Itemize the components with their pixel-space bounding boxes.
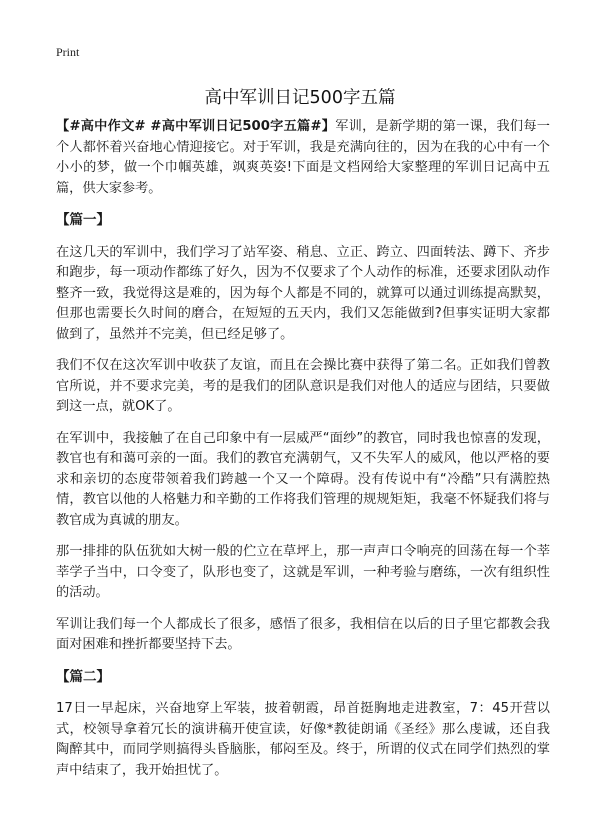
section-heading-1: 【篇一】 — [56, 212, 110, 228]
article-body — [56, 117, 550, 792]
page-title: 高中军训日记500字五篇 — [204, 88, 396, 108]
intro-tag: 【#高中作文# #高中军训日记500字五篇#】 — [56, 119, 336, 134]
section-1-paragraph-5: 军训让我们每一个人都成长了很多，感悟了很多，我相信在以后的日子里它都教会我面对困难和挫折都要坚持下去。 — [56, 616, 550, 652]
intro-paragraph — [56, 117, 550, 199]
section-2-paragraph-1: 17日一早起床，兴奋地穿上军装，披着朝霞，昂首挺胸地走进教室，7：45开营以式，校领导拿着冗长的演讲稿开使宣读，好像*教徒朗诵《圣经》那么虔诚，还自我陶醉其中，而同学则搞得头昏脑胀，郁闷至及。终于，所谓的仪式在同学们热烈的掌声中结束了，我开始担忧了。 — [56, 701, 550, 778]
section-heading-2: 【篇二】 — [56, 668, 110, 685]
section-1-paragraph-2: 我们不仅在这次军训中收获了友谊，而且在会操比赛中获得了第二名。正如我们曾教官所说，并不要求完美，考的是我们的团队意识是我们对他人的适应与团结，只要做到这一点，就OK了。 — [56, 358, 550, 414]
section-1-paragraph-3: 在军训中，我接触了在自己印象中有一层威严“面纱”的教官，同时我也惊喜的发现，教官也有和蔼可亲的一面。我们的教官充满朝气，又不失军人的威风，他以严格的要求和亲切的态度带领着我们跨越一个又一个障碍。没有传说中有“冷酷”只有满腔热情，教官以他的人格魅力和辛勤的工作将我们管理的规规矩矩，我毫不怀疑我们将与教官成为真诚的朋友。 — [56, 430, 550, 528]
intro-text: 军训，是新学期的第一课，我们每一个人都怀着兴奋地心情迎接它。对于军训，我是充满向往的，因为在我的心中有一个小小的梦，做一个巾帼英雄，飒爽英姿!下面是文档网给大家整理的军训日记高中五篇，供大家参考。 — [56, 119, 550, 196]
print-link[interactable]: Print — [56, 45, 80, 59]
section-1-paragraph-1: 在这几天的军训中，我们学习了站军姿、稍息、立正、跨立、四面转法、蹲下、齐步和跑步，每一项动作都练了好久，因为不仅要求了个人动作的标准，还要求团队动作整齐一致，我觉得这是难的，因为每个人都是不同的，就算可以通过训练提高默契，但那也需要长久时间的磨合，在短短的五天内，我们又怎能做到?但事实证明大家都做到了，虽然并不完美，但已经足够了。 — [56, 244, 550, 342]
section-1-paragraph-4: 那一排排的队伍犹如大树一般的伫立在草坪上，那一声声口令响亮的回荡在每一个莘莘学子当中，口令变了，队形也变了，这就是军训，一种考验与磨练，一次有组织性的活动。 — [56, 544, 550, 600]
